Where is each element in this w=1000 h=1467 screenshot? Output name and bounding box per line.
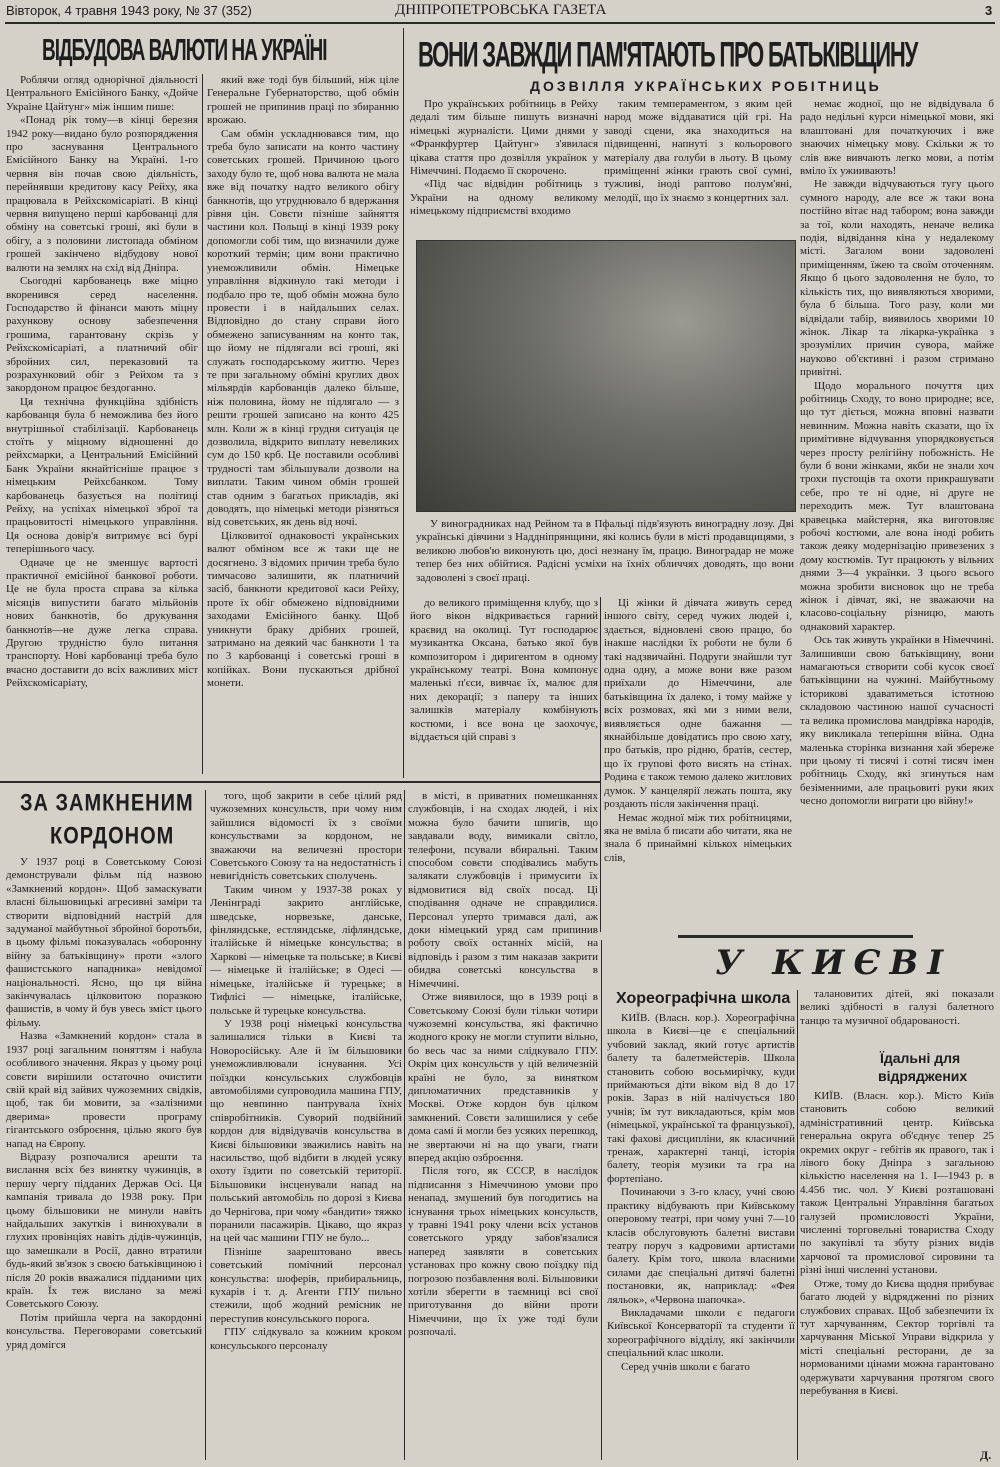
kyiv-col1 <box>607 1012 795 1462</box>
paragraph: в місті, в приватних помешканнях службовців, і на сходах людей, і ніх можна було бачити шпигів, що завдавали воду, вимикали світло, телефони, псували вбиральні. Таким способом совєти сподівались мабуть залякати службовців і примусити їх відмовитися від своїх посад. Ці сподівання одначе не справдилися. Персонал уперто тримався далі, аж доки німецький уряд сам припинив роботу своїх останніх місій, на відповідь і разом з тим наказав закрити обидва советські консульства в Німеччині. <box>408 790 598 990</box>
paragraph: Пізніше заарештовано ввесь советський помічний персонал консульства: шоферів, прибиральниць, кухарів і т. д. Агенти ГПУ пильно стежили, щоб жодний ремісник не переступив консульського порога. <box>210 1245 402 1325</box>
article-title-border-line1: ЗА ЗАМКНЕНИМ <box>20 790 194 817</box>
heading-canteens-2: відряджених <box>878 1068 968 1084</box>
paragraph: Сам обмін ускладнювався тим, що треба було записати на конто частину советських грошей. Причиною цього заходу було те, щоб нова валюта не мала вже від початку надто великого обігу банкнотів, що утруднювало б вдержання рівня цін. Совєти пізніше зайняття частини кол. Польщі в кінці 1939 року допомогли собі тим, що визначили дуже короткий термін; цим вони практично унеможливили обмін. Німецьке управління відкинуло такі методи і подбало про те, щоб обмін можна було провести і в найдальших селах. Відповідно до стану справи його обмежено записуванням на конто так, що йому не підлягали всі гроші, які служать господарському життю. Через те при загальному обміні круглих двох мільярдів карбованців далеко більше, ніж половина, йому не підлягало — з решти грошей записано на конто 425 млн. Коли ж в кінці грудня ситуація це дозволила, відкрито виплату невеликих сум до 150 крб. Це поставили особливі трудності там збільшували дозволи на виплати. Таким чином обмін грошей став одним з багатьох прикладів, які доводять, що німецькі методи різняться від советських, як день від ночі. <box>207 127 399 529</box>
paragraph: Серед учнів школи є багато <box>621 1360 750 1373</box>
column-divider <box>205 790 206 1460</box>
paragraph: Після того, як СССР, в наслідок підписання з Німеччиною умови про ненапад, змушений був погодитись на існування трьох німецьких консульств, у травні 1941 року члени всіх установ советського уряду забов'язалися наперед заявляти в советських установах про кожну свою поїздку під погрозою позбавлення волі. Більшовики хотіли зберегти в таємниці всі свої приготування до війни проти Німеччини, що їх уже тоді були розпочалі. <box>408 1165 598 1339</box>
photo-caption <box>416 518 794 592</box>
paragraph: Починаючи з 3-го класу, учні свою практику відбувають при Київському оперовому театрі, при чому учні 7—10 класів обслуговують балетні вистави театру поруч з кадровими артистами балету. Крім того, школа власними силами дає спеціальні дитячі балетні постановки, як, наприклад: «Фея ляльок», «Червона шапочка». <box>607 1186 795 1306</box>
paragraph: Цілковитої однаковості українських валют обміном все ж таки ще не досягнено. З відомих причин треба було тимчасово залишити, як платничий засіб, банкноти кредитової каси Рейху, проте їх обіг обмежено відповідними заходами Емісійного банку. Щоб уникнути браку дрібних грошей, затримано на деякий час банкноти 1 та по 3 карбованці і советські гроші в копійках. Вони пускаються дрібної монети. <box>207 529 399 690</box>
paragraph: Потім прийшла черга на закордонні консульства. Переговорами советський уряд домігся <box>6 1311 202 1351</box>
paragraph: Про українських робітниць в Рейху дедалі тим більше пишуть визначні німецькі журналісти. Цими днями у «Франкфуртер Цайтунг» з'явилася цікава стаття про дозвілля українок у Німеччині. Подаємо її скорочено. <box>410 98 598 178</box>
paragraph: У 1937 році в Советському Союзі демонстрували фільм під назвою «Замкнений кордон». Щоб замаскувати власні більшовицькі агресивні заміри та створити відповідний настрій для задуманої майбутньої збройної боротьби, в цьому фільмі показувалась «оборонну війну за батьківщину» проти «злого фашистського нападника» невідомої національності. Ясно, що ця війна закінчувалась цілковитою поразкою фашистів, в чому й був увесь зміст цього фільму. <box>6 856 202 1029</box>
paragraph: Ця технічна функційна здібність карбованця була б неможлива без його внутрішньої стабілізації. Карбованець стоїть у міцному відношенні до рейхсмарки, а Центральний Емісійний Банк України якнайтісніше працює з німецьким Рейхсбанком. Тому карбованець базується на політиці Рейху, на успіхах німецької зброї та працьовитості німецького управління. Ця основа довір'я витримує всі бурі теперішнього часу. <box>6 395 198 556</box>
heading-choreography-school: Хореографічна школа <box>616 990 791 1007</box>
paragraph: Отже виявилося, що в 1939 році в Советському Союзі були тільки чотири чужоземні консульства, які фактично жодного кроку не могли ступити вільно, бо весь час за ними слідкувало ГПУ. Окрім цих консульств у цій величезній країні не було, за винятком дипломатичних представників у Москві. Отже кордон був цілком замкнений. Совєти залишилися у себе дома самі й могли без усяких перешкод, не звертаючи ні на що уваги, гнати вперед акцію озброєння. <box>408 991 598 1164</box>
caption-text: У виноградниках над Рейном та в Пфальці підв'язують виноградну лозу. Дві українські дівчини з Наддніпрянщини, які колись були в місті продавщицями, з великою любов'ю виконують цю, досі незнану їм, працю. Виноградар не може тепер без них обійтися. Радісні усміхи на їхніх обличчях доводять, що вони задоволені з своєї праці. <box>416 518 794 584</box>
article-currency-col2 <box>207 74 399 774</box>
paragraph: Назва «Замкнений кордон» стала в 1937 році загальним поняттям і набула особливого значення. Якраз у цьому році совєти вирішили остаточно очистити свій край від зайвих чужоземних свідків, щоб, так би мовити, за «залізними дверима» провести програму гігантського озброєння, цілью якого був напад на Європу. <box>6 1030 202 1150</box>
paragraph: Роблячи огляд однорічної діяльності Центрального Емісійного Банку, «Дойче Украіне Цайтунг» між іншим пише: <box>6 74 198 113</box>
section-rule <box>0 781 600 783</box>
column-divider <box>601 940 602 1460</box>
paragraph: Сьогодні карбованець вже міцно вкоренився серед населення. Господарство й фінанси мають міцну рахункову основу забезпечення грошима, гарантовану скрізь у Рейхскомісаріаті, а платничий обіг збройних сил, переказовий та розрахунковий обіг з Рейхом та з закордоном працює бездоганно. <box>6 275 198 395</box>
article-homeland-colB <box>604 98 792 230</box>
kyiv-col2a <box>800 988 994 1042</box>
article-homeland-colC <box>800 98 994 933</box>
paragraph: Отже, тому до Києва щодня прибуває багато людей у відрядженні по різних службових справах. Щоб забезпечити їх тут харчуванням, Сектор торгівлі та харчування Міської Управи відкрила у місті спеціальні ресторани, де за нормованими цінами можна гарантовано одержувати харчування протягом свого перебування в Києві. <box>800 1277 994 1397</box>
paragraph: до великого приміщення клубу, що з його вікон відкривається гарний краєвид на околиці. Тут господарює музикантка Оксана, батько якої був композитором і диригентом в одному українському театрі. Вона компонує маленькі п'єси, вивчає їх, малює для них декорації; з паперу та інших залишків матеріалу комбінують костюми, і все вона це заохочує, віддається цій справі з <box>410 597 598 744</box>
paragraph: Щодо морального почуття цих робітниць Сходу, то воно природне; все, що тут діється, можна вповні назвати невинним. Можна навіть сказати, що їх примітивне відчування упорядковується через просту релігійну побожність. Не були б вони жінками, якби не знали хоч трохи пустощів та охоти прикрашувати себе, про те ні одне, ні друге не переходить меж. Тут влаштована кравецька майстерня, яка виготовляє робочі костюми, але вона іноді робить також деяку модернізацію привезених з дому костюмів. Тут працюють у вільних днями 3—4 українки. З цього всього можна зробити висновок що не треба жінок і дівчат, які, не зважаючи на класово-соціальну різницю, мають однаковий характер. <box>800 379 994 633</box>
article-homeland-colB2 <box>604 597 792 922</box>
article-homeland-colA <box>410 98 598 230</box>
paragraph: «Понад рік тому—в кінці березня 1942 року—видано було розпорядження про заснування Центрального Емісійного Банку на Україні. 1-го червня він почав свою діяльність, перейнявши кредитову касу Рейху, яка працювала в Рейхскомісаріаті. В кінці червня випущено перші карбованці для обміну на советські гроші, які були в обігу, а з половини листопада обміном грошей закінчено відбудову нової валюти на землях на схід від Дніпра. <box>6 114 198 274</box>
paragraph: Таким чином у 1937-38 роках у Ленінграді закрито англійське, шведське, норвезьке, данське, фінляндське, естляндське, ліфляндське, італійське й німецьке консульства; в Харкові — німецьке та польське; в Києві — німецьке й італійське; в Одесі — німецьке, італійське й турецьке; в Тифлісі — німецьке, італійське, польське й турецьке консульства. <box>210 883 402 1017</box>
photo-vineyard-workers <box>416 240 796 512</box>
article-title-homeland: ВОНИ ЗАВЖДИ ПАМ'ЯТАЮТЬ ПРО БАТЬКІВЩИНУ <box>418 34 918 75</box>
article-subtitle: ДОЗВІЛЛЯ УКРАЇНСЬКИХ РОБІТНИЦЬ <box>530 78 882 94</box>
paragraph: таким темпераментом, з яким цей народ може віддаватися цій грі. На заводі сцени, яка знаходиться на підвищенні, напнуті з кольорового матеріалу два голуби в льоту. В цьому приміщенні жінки грають свої сумні, тужливі, іноді раптово полум'яні, мелодії, що їх знаємо з концертних зал. <box>604 98 792 204</box>
article-title-border-line2: КОРДОНОМ <box>50 823 175 850</box>
heading-canteens-1: Їдальні для <box>880 1050 961 1066</box>
paragraph: Немає жодної між тих робітницями, яка не вміла б писати або читати, яка не знала б принаймні кількох німецьких слів, <box>604 811 792 864</box>
paragraph: того, щоб закрити в себе цілий ряд чужоземних консульств, при чому ним зайшлися відомості їх з своїми консульствами за кордоном, не зважаючи на величезні простори Советського Союзу та на недостатність і невигідність советських сполучень. <box>210 790 402 883</box>
article-border-col1 <box>6 856 202 1461</box>
article-border-col3 <box>408 790 598 1460</box>
paragraph: Одначе це не зменшує вартості практичної емісійної банкової роботи. Це не була проста справа за кілька місяців випустити багато мільйонів нових банкнотів, бо друкування банкнотів—не дуже легка справа. Другою трудністю було питання транспорту. Нові карбованці треба було вчасно доставити до всіх важливих міст Рейхскомісаріату, <box>6 556 198 690</box>
column-divider <box>403 28 404 778</box>
paragraph: КИЇВ. (Власн. кор.). Місто Київ становить собою великий адміністративний центр. Київська генеральна округа об'єднує тепер 25 окремих округ - гебітів як правого, так і лівого боку Дніпра з загальною кількістю населення на 1. I—1943 р. в 4.456 тис. чол. У Києві розташовані також Центральні Управління багатьох галузей промисловості України, численні торговельні товариства Сходу по закупівлі та збуту різних видів харчової та промислової сировини та різні інші численні установи. <box>800 1090 994 1277</box>
article-homeland-colA2 <box>410 597 598 777</box>
paragraph: немає жодної, що не відвідувала б радо недільні курси німецької мови, які влаштовані для початкуючих і вже знаючих німецьку мову. Скільки ж то слів вже вивчають легко мови, а потім вміло їх ужиивають! <box>800 98 994 178</box>
article-title-currency: ВІДБУДОВА ВАЛЮТИ НА УКРАЇНІ <box>42 34 327 68</box>
paragraph: «Під час відвідин робітниць з України на одному великому німецькому підприємстві входимо <box>410 178 598 218</box>
paragraph: Ці жінки й дівчата живуть серед іншого світу, серед чужих людей і, здається, відновлені свою працю, бо інакше наслідки їх роботи не були б такі надзвичайні. Подруги знайшли тут одна одну, а може вони вже разом приїхали до Німеччини, але батьківщина їх далеко, і тому майже у всіх розмовах, які ми з ними вели, виявляється одне бажання — якнайбільше довідатись про свою хату, про батьків, про рідню, братів, сестер, що їх групові фото висять на стінах. Родина є також темою далеко житлових думок. У канцелярії лежать пошта, яку роздають після закінчення праці. <box>604 597 792 811</box>
section-title-kyiv: У КИЄВІ <box>715 943 953 983</box>
paragraph: Не завжди відчуваються тугу цього сумного народу, але все ж таки вона постійно вітає над табором; вона завжди за тої, коли находять, неначе велика подія, відвідання кіна у недалекому місті. Загалом вони задоволені приміщенням, їжею та своїм оточенням. Якщо б цього задоволення не було, то кількість тих, що виявляються хворими, була б більша. Того разу, коли ми відвідали табір, виявилось хворими 10 жінок. Лікар та лікарка-українка з зрозумілих причин сувора, майже науково об'єктивні і разом стримано привітні. <box>800 178 994 379</box>
kyiv-col2b <box>800 1090 994 1445</box>
newspaper-title: ДНІПРОПЕТРОВСЬКА ГАЗЕТА <box>395 2 607 18</box>
paragraph: Відразу розпочалися арешти та вислання всіх без винятку чужинців, в першу чергу підданих Держав Осі. Ця кампанія тривала до 1938 року. При цьому більшовики не минули навіть найдальших закутків і винюхували в глухих провінціях навіть дідів-чужинців, що замешкали в Росії, давно втратили будь-який зв'язок з своєю батьківщиною і після 20 років вважалися підданими цих країн. Їх теж вислано за межі Советського Союзу. <box>6 1150 202 1311</box>
paragraph: У 1938 році німецькі консульства залишалися тільки в Києві та Новоросійську. Але й їм більшовики унеможливлювали існування. Усі поїздки консульських службовців автомобілями супроводила машина ГПУ, що невпинно пантрувала їхніх співробітників. Суворий подвійний кордон для відвідувачів консульства в Києві більшовики зважились навіть на насильство, щоб відбити в людей усяку охоту їздити по советській території. Більшовики інсценували напад на польський автомобіль по дорозі з Києва до Чернігова, при чому «бандити» тяжко поранили пасажирів. Цікаво, що якраз на цей час машини ГПУ не було... <box>210 1017 402 1245</box>
column-divider <box>404 790 405 1460</box>
paragraph: Викладачами школи є педагоги Київської Консерваторії та студенти її хореографічного відділу, які закінчили спеціальний клас школи. <box>607 1306 795 1360</box>
paragraph: який вже тоді був більший, ніж ціле Генеральне Губернаторство, щоб обмін грошей не припинив праці по збиранню врожаю. <box>207 74 399 127</box>
paragraph: талановитих дітей, які показали великі здібності в галузі балетного танцю та музичної обдарованості. <box>800 988 994 1027</box>
issue-date: Вівторок, 4 травня 1943 року, № 37 (352) <box>6 3 252 18</box>
author-signature: Д. <box>980 1448 992 1462</box>
header-rule <box>5 22 995 24</box>
paragraph: Ось так живуть українки в Німеччині. Залишивши свою батьківщину, вони намагаються створити собі кусок своєї батьківщини на чужині. Майбутньому історикові здаватиметься істотною складовою частиною нашої сучасності та велика промислова мандрівка народів, яку викликала теперішня війна. Одна маленька сторінка визнання хай збереже при цьому ті тисячі і сотні тисяч імен робітниць Сходу, які згинуться нам безіменними, але працьовиті руки яких чесно допомогли виграти цю війну!» <box>800 634 994 808</box>
article-border-col2 <box>210 790 402 1460</box>
paragraph: ГПУ слідкувало за кожним кроком консульського персоналу <box>210 1326 402 1352</box>
paragraph: КИЇВ. (Власн. кор.). Хореографічна школа в Києві—це є спеціальний учбовий заклад, який готує артистів балету та балетмейстерів. Школа становить собою восьмирічку, куди приймаються діти віком від 8 до 17 років. Зараз в ній налічується 180 учнів; їм тут викладаються, крім мов (німецької, української та французької), такі фахові дисципліни, як класичний тренаж, характерні танці, історія балету, теорія музики та гра на фортепіано. <box>607 1012 795 1185</box>
column-divider <box>797 990 798 1460</box>
column-divider <box>202 74 203 774</box>
article-currency-col1 <box>6 74 198 774</box>
decorative-rule <box>678 935 913 938</box>
column-divider <box>600 597 601 932</box>
page-number: 3 <box>985 3 993 18</box>
